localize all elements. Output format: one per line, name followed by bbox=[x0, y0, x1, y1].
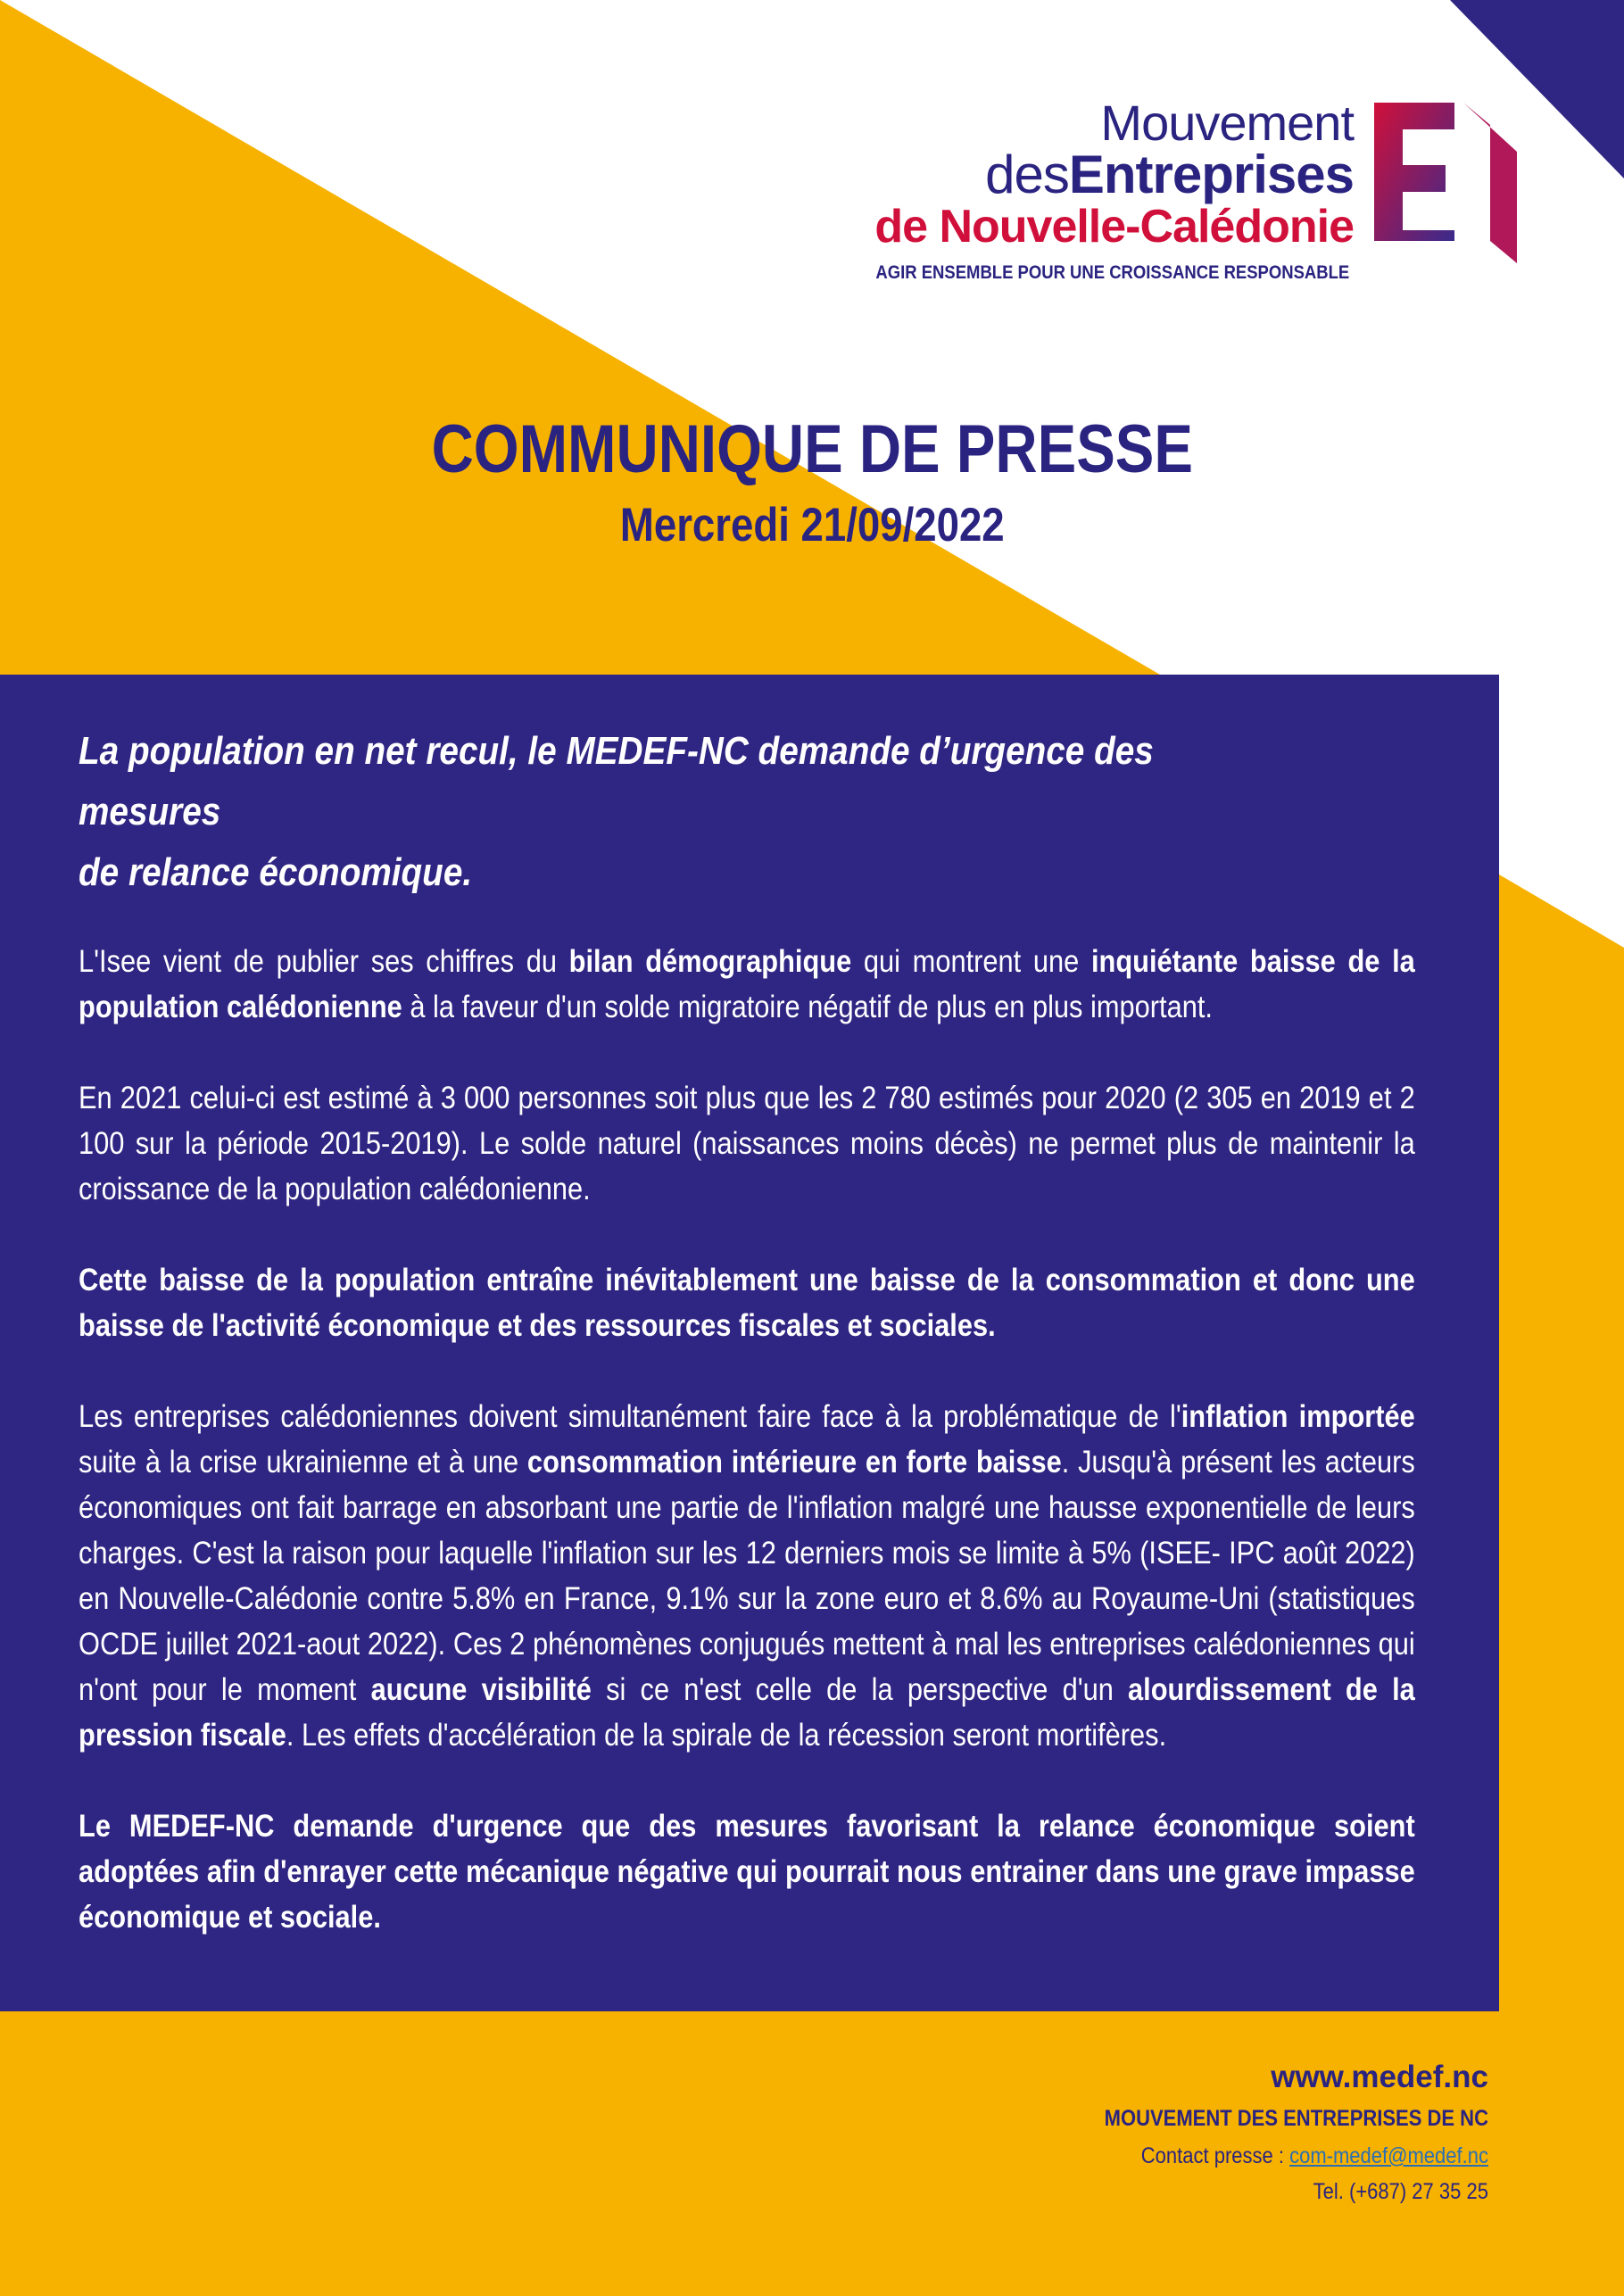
main-content-panel bbox=[0, 675, 1499, 2011]
website-link[interactable]: www.medef.nc bbox=[1271, 2060, 1488, 2094]
press-contact: Contact presse : com-medef@medef.nc bbox=[1140, 2143, 1488, 2168]
paragraph-1: L'Isee vient de publier ses chiffres du bilan démographique qui montrent une inquiétante baisse de la population calédonienne à la faveur d'un solde migratoire négatif de plus en plus important. bbox=[79, 944, 1415, 1024]
contact-email-link[interactable]: com-medef@medef.nc bbox=[1289, 2143, 1488, 2168]
logo-e-icon bbox=[1374, 98, 1517, 263]
logo-line-mouvement: Mouvement bbox=[1100, 95, 1354, 151]
logo-line-nouvelle-caledonie: de Nouvelle-Calédonie bbox=[874, 201, 1354, 253]
paragraph-5: Le MEDEF-NC demande d'urgence que des mesures favorisant la relance économique soient adoptées afin d'enrayer cette mécanique négative qui pourrait nous entrainer dans une grave impasse économique et sociale. bbox=[79, 1809, 1415, 1935]
paragraph-4: Les entreprises calédoniennes doivent simultanément faire face à la problématique de l'inflation importée suite à la crise ukrainienne et à une consommation intérieure en forte baisse. Jusqu'à présent les acteurs économiques ont fait barrage en absorbant une partie de l'inflation malgré une hausse exponentielle de leurs charges. C'est la raison pour laquelle l'inflation sur les 12 derniers mois se limite à 5% (ISEE- IPC août 2022) en Nouvelle-Calédonie contre 5.8% en France, 9.1% sur la zone euro et 8.6% au Royaume-Uni (statistiques OCDE juillet 2021-aout 2022). Ces 2 phénomènes conjugués mettent à mal les entreprises calédoniennes qui n'ont pour le moment aucune visibilité si ce n'est celle de la perspective d'un alourdissement de la pression fiscale. Les effets d'accélération de la spirale de la récession seront mortifères. bbox=[79, 1399, 1415, 1753]
page-title: COMMUNIQUE DE PRESSE bbox=[431, 411, 1193, 487]
logo-tagline: AGIR ENSEMBLE POUR UNE CROISSANCE RESPONSABLE bbox=[875, 262, 1349, 283]
footer bbox=[1052, 2056, 1488, 2209]
headline: La population en net recul, le MEDEF-NC demande d’urgence des mesures de relance économique. bbox=[79, 729, 1154, 894]
logo bbox=[732, 95, 1517, 294]
paragraph-2: En 2021 celui-ci est estimé à 3 000 personnes soit plus que les 2 780 estimés pour 2020 (2 305 en 2019 et 2 100 sur la période 2015-2019). Le solde naturel (naissances moins décès) ne permet plus de maintenir la croissance de la population calédonienne. bbox=[79, 1081, 1415, 1206]
logo-line-entreprises: desEntreprises bbox=[985, 145, 1354, 204]
logo-wordmark bbox=[874, 95, 1354, 253]
paragraph-3: Cette baisse de la population entraîne inévitablement une baisse de la consommation et donc une baisse de l'activité économique et des ressources fiscales et sociales. bbox=[79, 1263, 1415, 1343]
organization-name: MOUVEMENT DES ENTREPRISES DE NC bbox=[1104, 2106, 1488, 2131]
telephone: Tel. (+687) 27 35 25 bbox=[1313, 2179, 1488, 2204]
page-date: Mercredi 21/09/2022 bbox=[619, 499, 1005, 551]
